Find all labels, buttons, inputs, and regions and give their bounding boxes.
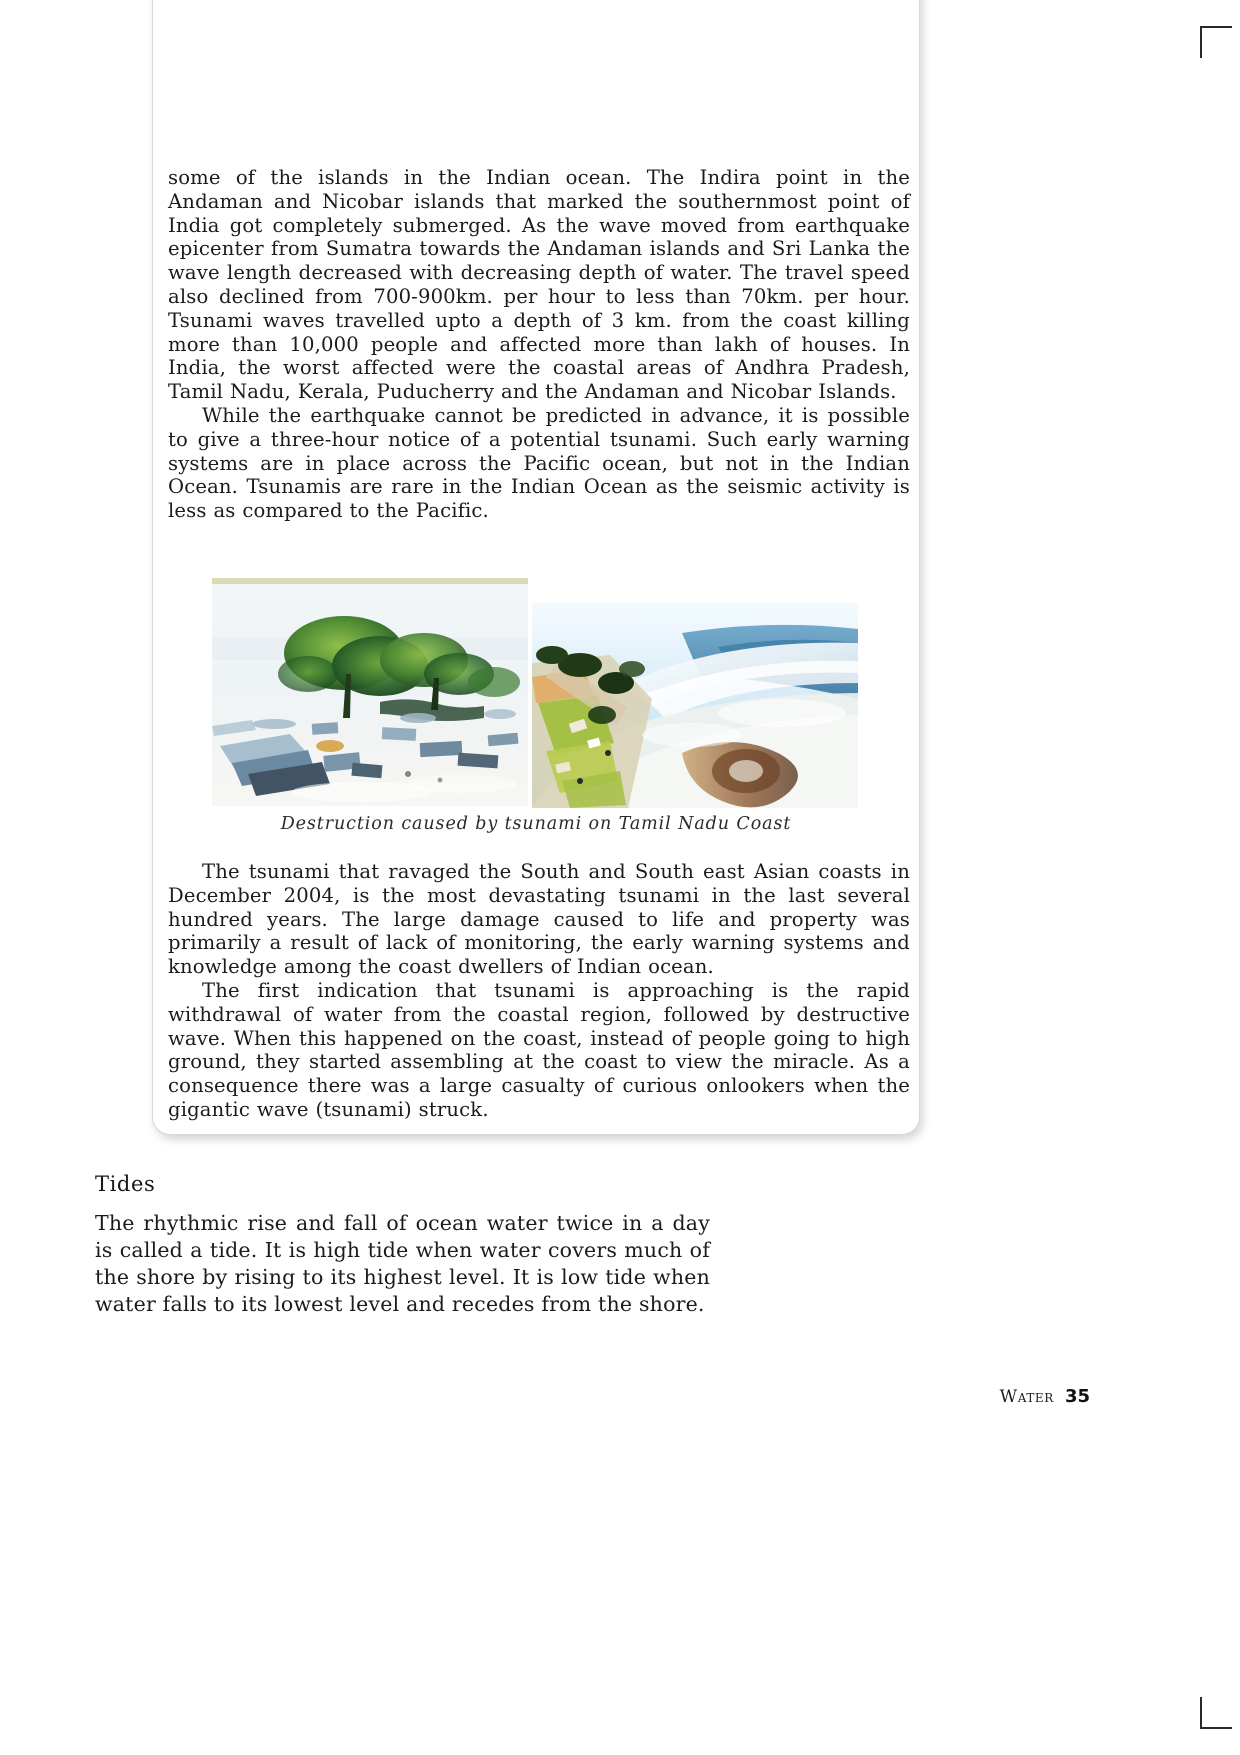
tides-section [95,1172,710,1318]
flooded-village-photo [212,578,528,806]
flooded-village-illustration [212,578,528,806]
aerial-coast-wave-photo [532,603,858,808]
feature-paragraph-2: While the earthquake cannot be predicted in advance, it is possible to give a three-hour notice of a potential tsunami. Such early warning systems are in place across the Pacific ocean, but not in the Indian Ocean. Tsunamis are rare in the Indian Ocean as the seismic activity is less as compared to the Pacific. [168,403,910,523]
photo-row [212,578,860,808]
tsunami-figure [212,578,860,834]
feature-paragraph-3: The tsunami that ravaged the South and South east Asian coasts in December 2004, is the most devastating tsunami in the last several hundred years. The large damage caused to life and property was primarily a result of lack of monitoring, the early warning systems and knowledge among the coast dwellers of Indian ocean. [168,860,910,979]
feature-box-content-lower [168,860,910,1122]
crop-mark-bottom-right [1200,1697,1232,1729]
footer-chapter-name: Water [999,1387,1054,1407]
crop-mark-top-right [1200,26,1232,58]
aerial-coast-illustration [532,603,858,808]
feature-box-content [168,166,910,523]
tides-paragraph: The rhythmic rise and fall of ocean water twice in a day is called a tide. It is high tide when water covers much of the shore by rising to its highest level. It is low tide when water falls to its lowest level and recedes from the shore. [95,1211,710,1316]
tides-heading: Tides [95,1172,156,1196]
feature-paragraph-1: some of the islands in the Indian ocean. The Indira point in the Andaman and Nicobar islands that marked the southernmost point of India got completely submerged. As the wave moved from earthquake epicenter from Sumatra towards the Andaman islands and Sri Lanka the wave length decreased with decreasing depth of water. The travel speed also declined from 700-900km. per hour to less than 70km. per hour. Tsunami waves travelled upto a depth of 3 km. from the coast killing more than 10,000 people and affected more than lakh of houses. In India, the worst affected were the coastal areas of Andhra Pradesh, Tamil Nadu, Kerala, Puducherry and the Andaman and Nicobar Islands. [168,166,910,404]
footer-page-number: 35 [1064,1386,1090,1407]
page-footer [1000,1386,1090,1407]
figure-caption: Destruction caused by tsunami on Tamil Nadu Coast [280,814,792,834]
feature-paragraph-4: The first indication that tsunami is approaching is the rapid withdrawal of water from the coastal region, followed by destructive wave. When this happened on the coast, instead of people going to high ground, they started assembling at the coast to view the miracle. As a consequence there was a large casualty of curious onlookers when the gigantic wave (tsunami) struck. [168,978,910,1121]
